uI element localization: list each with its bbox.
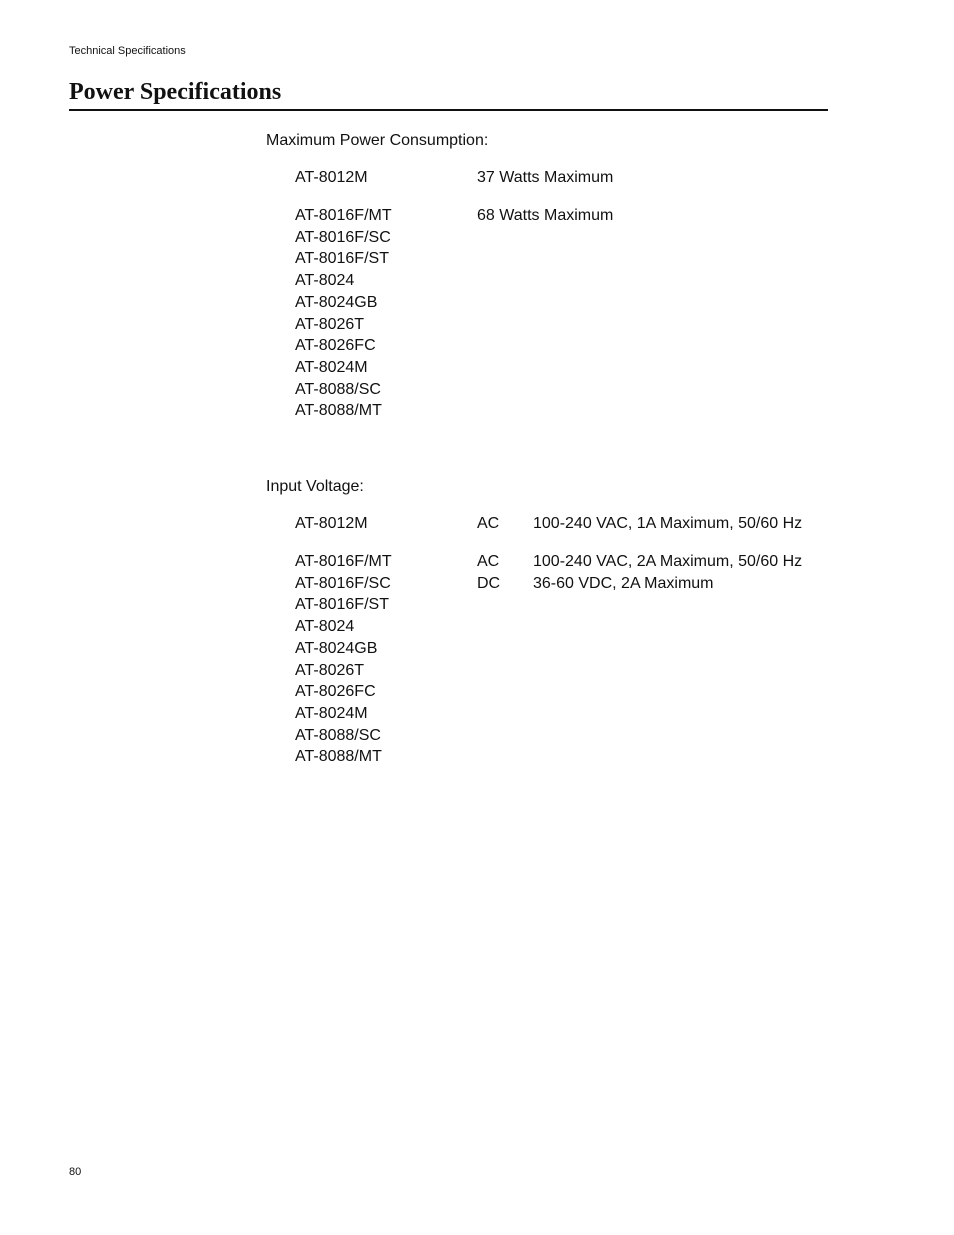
- power-consumption-value: 68 Watts Maximum: [477, 207, 614, 224]
- model-name: AT-8026FC: [295, 337, 376, 355]
- model-name: AT-8024GB: [295, 293, 378, 311]
- voltage-type: AC: [477, 515, 500, 532]
- model-name: AT-8012M: [295, 169, 368, 186]
- voltage-spec: 100-240 VAC, 2A Maximum, 50/60 Hz: [533, 553, 803, 570]
- title-rule: [69, 109, 828, 111]
- model-name: AT-8026FC: [295, 683, 376, 701]
- model-name: AT-8024: [295, 618, 355, 636]
- model-name: AT-8016F/MT: [295, 553, 392, 570]
- voltage-spec: 100-240 VAC, 1A Maximum, 50/60 Hz: [533, 515, 803, 532]
- power-consumption-value: 37 Watts Maximum: [477, 169, 614, 186]
- model-name: AT-8088/SC: [295, 380, 381, 398]
- voltage-type: AC: [477, 553, 500, 570]
- input-voltage-label: Input Voltage:: [266, 478, 364, 495]
- model-list: [295, 513, 368, 535]
- page-title: Power Specifications: [69, 79, 282, 105]
- model-name: AT-8024M: [295, 704, 368, 722]
- voltage-spec: 36-60 VDC, 2A Maximum: [533, 574, 714, 592]
- model-name: AT-8016F/ST: [295, 596, 389, 614]
- model-name: AT-8016F/MT: [295, 207, 392, 224]
- model-list: [295, 205, 392, 422]
- model-name: AT-8088/SC: [295, 726, 381, 744]
- voltage-type: DC: [477, 574, 501, 592]
- model-name: AT-8026T: [295, 661, 365, 679]
- model-name: AT-8016F/ST: [295, 250, 389, 268]
- model-name: AT-8024GB: [295, 639, 378, 657]
- model-list: [295, 551, 392, 768]
- model-name: AT-8024: [295, 272, 355, 290]
- model-name: AT-8026T: [295, 315, 365, 333]
- model-name: AT-8012M: [295, 515, 368, 532]
- model-name: AT-8024M: [295, 358, 368, 376]
- power-consumption-label: Maximum Power Consumption:: [266, 132, 489, 149]
- model-list: [295, 167, 368, 189]
- model-name: AT-8088/MT: [295, 748, 382, 766]
- model-name: AT-8016F/SC: [295, 574, 391, 592]
- page-number: 80: [69, 1166, 82, 1178]
- model-name: AT-8016F/SC: [295, 228, 391, 246]
- running-header: Technical Specifications: [69, 45, 186, 57]
- model-name: AT-8088/MT: [295, 402, 382, 420]
